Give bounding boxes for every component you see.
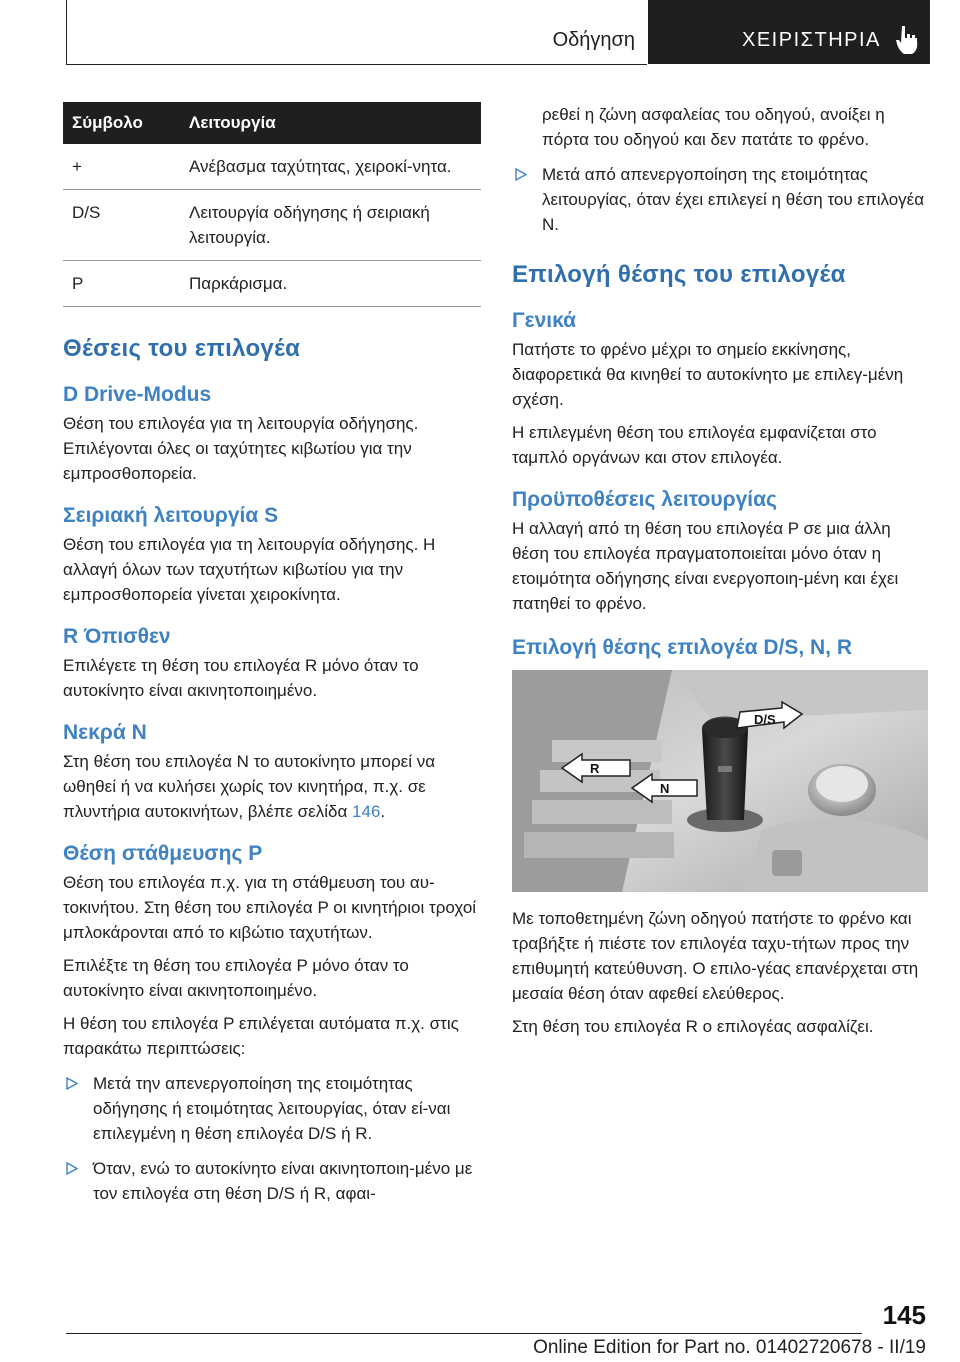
right-column: [512, 102, 930, 1039]
bullet-triangle-icon: [66, 1162, 78, 1175]
heading-general: Γενικά: [512, 309, 577, 332]
park-conditions-list: [63, 1071, 481, 1206]
list-item: [63, 1156, 481, 1206]
heading-sequential-mode: Σειριακή λειτουργία S: [63, 504, 279, 527]
heading-drive-mode: D Drive-Modus: [63, 383, 212, 406]
hand-pointer-icon: [894, 24, 920, 54]
table-header-symbol: Σύμβολο: [63, 102, 180, 144]
text-park-2: Επιλέξτε τη θέση του επιλογέα P μόνο όταν το αυτοκίνητο είναι ακινητοποιημένο.: [63, 956, 409, 1000]
table-cell-symbol: +: [63, 144, 180, 190]
text-prerequisites: Η αλλαγή από τη θέση του επιλογέα P σε μια άλλη θέση του επιλογέα πραγματοποιείται μόνο όταν η ετοιμότητα οδήγησης είναι ενεργοποιη-μένη και έχει πατηθεί το φρένο.: [512, 519, 899, 613]
page-link-146[interactable]: 146: [352, 802, 381, 821]
text-neutral-body: Στη θέση του επιλογέα N το αυτοκίνητο μπορεί να ωθηθεί ή να κυλήσει χωρίς τον κινητήρα, π.χ. σε πλυντήρια αυτοκινήτων, βλέπε σελίδα: [63, 752, 436, 821]
page-header: [0, 0, 960, 70]
heading-reverse: R Όπισθεν: [63, 625, 171, 648]
bullet-triangle-icon: [66, 1077, 78, 1090]
heading-prerequisites: Προϋποθέσεις λειτουργίας: [512, 488, 777, 511]
table-cell-function: Παρκάρισμα.: [180, 261, 481, 307]
gear-selector-photo: [512, 670, 928, 892]
text-sequential-mode: Θέση του επιλογέα για τη λειτουργία οδήγησης. Η αλλαγή όλων των ταχυτήτων κιβωτίου για την εμπροσθοπορεία γίνεται χειροκίνητα.: [63, 535, 436, 604]
table-row: [63, 261, 481, 307]
table-row: [63, 190, 481, 261]
symbol-table: [63, 102, 481, 307]
list-item: [63, 1071, 481, 1146]
table-cell-function: Λειτουργία οδήγησης ή σειριακή λειτουργία.: [180, 190, 481, 261]
table-header-function: Λειτουργία: [180, 102, 481, 144]
photo-label-r: R: [590, 761, 600, 776]
heading-park: Θέση στάθμευσης P: [63, 842, 263, 865]
table-header-row: [63, 102, 481, 144]
section-title: Οδήγηση: [552, 29, 635, 51]
park-conditions-list-cont: [512, 162, 930, 237]
list-item-text: Μετά την απενεργοποίηση της ετοιμότητας οδήγησης ή ετοιμότητας λειτουργίας, όταν εί-ναι επιλεγμένη η θέση επιλογέα D/S ή R.: [93, 1074, 451, 1143]
photo-label-n: N: [660, 781, 670, 796]
text-neutral-end: .: [380, 802, 386, 821]
list-item-text: Όταν, ενώ το αυτοκίνητο είναι ακινητοποιη-μένο με τον επιλογέα στη θέση D/S ή R, αφαι-: [93, 1159, 473, 1203]
text-general-2: Η επιλεγμένη θέση του επιλογέα εμφανίζεται στο ταμπλό οργάνων και στον επιλογέα.: [512, 423, 877, 467]
chapter-tab[interactable]: [648, 0, 930, 64]
table-cell-symbol: D/S: [63, 190, 180, 261]
text-neutral: [63, 749, 481, 824]
text-after-photo-2: Στη θέση του επιλογέα R ο επιλογέας ασφαλίζει.: [512, 1017, 874, 1036]
left-column: [63, 102, 481, 1206]
photo-label-ds: D/S: [754, 712, 776, 727]
text-drive-mode: Θέση του επιλογέα για τη λειτουργία οδήγησης. Επιλέγονται όλες οι ταχύτητες κιβωτίου για την εμπροσθοπορεία.: [63, 414, 419, 483]
bullet-triangle-icon: [515, 168, 527, 181]
table-cell-symbol: P: [63, 261, 180, 307]
header-section-box: [66, 0, 647, 65]
heading-selecting-position: Επιλογή θέσης του επιλογέα: [512, 261, 846, 288]
table-cell-function: Ανέβασμα ταχύτητας, χειροκί-νητα.: [180, 144, 481, 190]
text-bullet-continuation: ρεθεί η ζώνη ασφαλείας του οδηγού, ανοίξει η πόρτα του οδηγού και δεν πατάτε το φρένο.: [542, 105, 885, 149]
heading-neutral: Νεκρά N: [63, 721, 147, 744]
chapter-tab-label: ΧΕΙΡΙΣΤΗΡΙΑ: [742, 29, 881, 51]
list-item-text: Μετά από απενεργοποίηση της ετοιμότητας λειτουργίας, όταν έχει επιλεγεί η θέση του επιλογέα N.: [542, 165, 925, 234]
edition-text: Online Edition for Part no. 01402720678 - II/19: [533, 1337, 926, 1358]
table-row: [63, 144, 481, 190]
page-number: 145: [882, 1300, 926, 1330]
list-item: [512, 162, 930, 237]
heading-select-dsnr: Επιλογή θέσης επιλογέα D/S, N, R: [512, 636, 852, 659]
footer-divider: [66, 1333, 862, 1334]
text-reverse: Επιλέγετε τη θέση του επιλογέα R μόνο όταν το αυτοκίνητο είναι ακινητοποιημένο.: [63, 656, 419, 700]
heading-selector-positions: Θέσεις του επιλογέα: [63, 335, 301, 362]
text-park-3: Η θέση του επιλογέα P επιλέγεται αυτόματα π.χ. στις παρακάτω περιπτώσεις:: [63, 1014, 459, 1058]
text-general-1: Πατήστε το φρένο μέχρι το σημείο εκκίνησης, διαφορετικά θα κινηθεί το αυτοκίνητο με επιλεγ-μένη σχέση.: [512, 340, 904, 409]
text-park-1: Θέση του επιλογέα π.χ. για τη στάθμευση του αυ-τοκινήτου. Στη θέση του επιλογέα P οι κινητήριοι τροχοί μπλοκάρονται από το κιβώτιο ταχυτήτων.: [63, 873, 477, 942]
text-after-photo-1: Με τοποθετημένη ζώνη οδηγού πατήστε το φρένο και τραβήξτε ή πιέστε τον επιλογέα ταχυ-τήτων προς την επιθυμητή κατεύθυνση. Ο επιλο-γέας επανέρχεται στη μεσαία θέση όταν αφεθεί ελεύθερος.: [512, 909, 919, 1003]
